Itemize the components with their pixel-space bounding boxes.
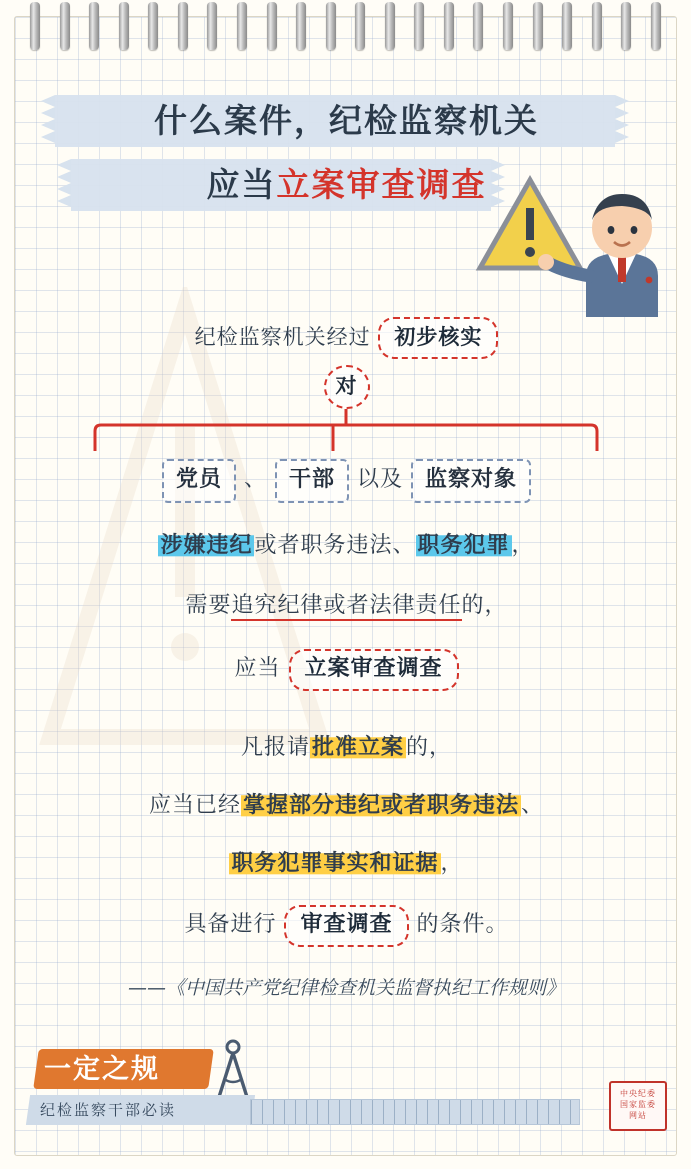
cond-pre: 具备进行 xyxy=(184,912,277,937)
separator-1: 、 xyxy=(243,467,267,492)
headline-line-2-prefix: 应当 xyxy=(206,165,277,204)
headline-line-1: 什么案件，纪检监察机关 xyxy=(154,101,539,140)
suspect-tail: ， xyxy=(511,533,535,558)
approve-post: 的， xyxy=(406,735,453,760)
suspect-rest: 或者职务违法、 xyxy=(254,533,416,558)
grasp-pre: 应当已经 xyxy=(148,793,241,818)
ruler-ticks xyxy=(251,1100,579,1124)
line-should-open-case xyxy=(15,649,677,691)
line-suspected-violation xyxy=(15,529,677,563)
line-pursue-responsibility xyxy=(15,589,677,623)
highlight-approve-case: 批准立案 xyxy=(311,735,404,760)
line-conditions xyxy=(15,905,677,947)
connector-tree-icon xyxy=(15,409,677,461)
should-pre: 应当 xyxy=(234,656,281,681)
notebook-page xyxy=(14,16,677,1156)
line-targets xyxy=(15,459,677,503)
pill-preliminary-verification: 初步核实 xyxy=(378,317,498,359)
brand-title: 一定之规 xyxy=(44,1054,160,1085)
line-intro xyxy=(15,317,677,359)
seal-line-1: 中央纪委 xyxy=(620,1089,656,1098)
pill-open-case-investigation: 立案审查调查 xyxy=(289,649,459,691)
highlight-crime-facts: 职务犯罪事实和证据 xyxy=(231,851,439,876)
pursue-underlined: 追究纪律或者法律责任 xyxy=(231,593,461,621)
conjunction-and: 以及 xyxy=(357,467,404,492)
official-seal-icon xyxy=(609,1081,667,1131)
crime-post: ， xyxy=(440,851,464,876)
ruler-decoration xyxy=(250,1099,580,1125)
pill-investigation: 审查调查 xyxy=(284,905,408,947)
target-party-member: 党员 xyxy=(162,459,236,503)
attribution: ——《中国共产党纪律检查机关监督执纪工作规则》 xyxy=(127,977,565,999)
headline-band-1 xyxy=(15,95,677,147)
cond-post: 的条件。 xyxy=(416,912,509,937)
target-supervised-object: 监察对象 xyxy=(411,459,531,503)
compass-icon xyxy=(210,1039,256,1101)
line-approval xyxy=(15,731,677,765)
approve-pre: 凡报请 xyxy=(240,735,310,760)
target-cadre: 干部 xyxy=(275,459,349,503)
line-crime-facts xyxy=(15,847,677,881)
line-grasp-evidence xyxy=(15,789,677,823)
headline-line-2-emphasis: 立案审查调查 xyxy=(276,165,487,204)
line-node-dui xyxy=(15,365,677,409)
seal-line-3: 网站 xyxy=(629,1111,647,1120)
intro-text: 纪检监察机关经过 xyxy=(194,325,371,349)
grasp-post: 、 xyxy=(521,793,545,818)
inspector-mascot-icon xyxy=(468,172,668,317)
seal-line-2: 国家监委 xyxy=(620,1100,656,1109)
pill-dui: 对 xyxy=(324,365,370,409)
highlight-grasp-part: 掌握部分违纪或者职务违法 xyxy=(242,793,519,818)
highlight-suspected-discipline: 涉嫌违纪 xyxy=(160,533,253,558)
subtitle-text: 纪检监察干部必读 xyxy=(40,1101,177,1119)
footer xyxy=(14,1033,677,1153)
pursue-post: 的， xyxy=(461,593,508,618)
body-content xyxy=(15,317,677,1000)
highlight-duty-crime: 职务犯罪 xyxy=(417,533,510,558)
pursue-pre: 需要 xyxy=(185,593,232,618)
